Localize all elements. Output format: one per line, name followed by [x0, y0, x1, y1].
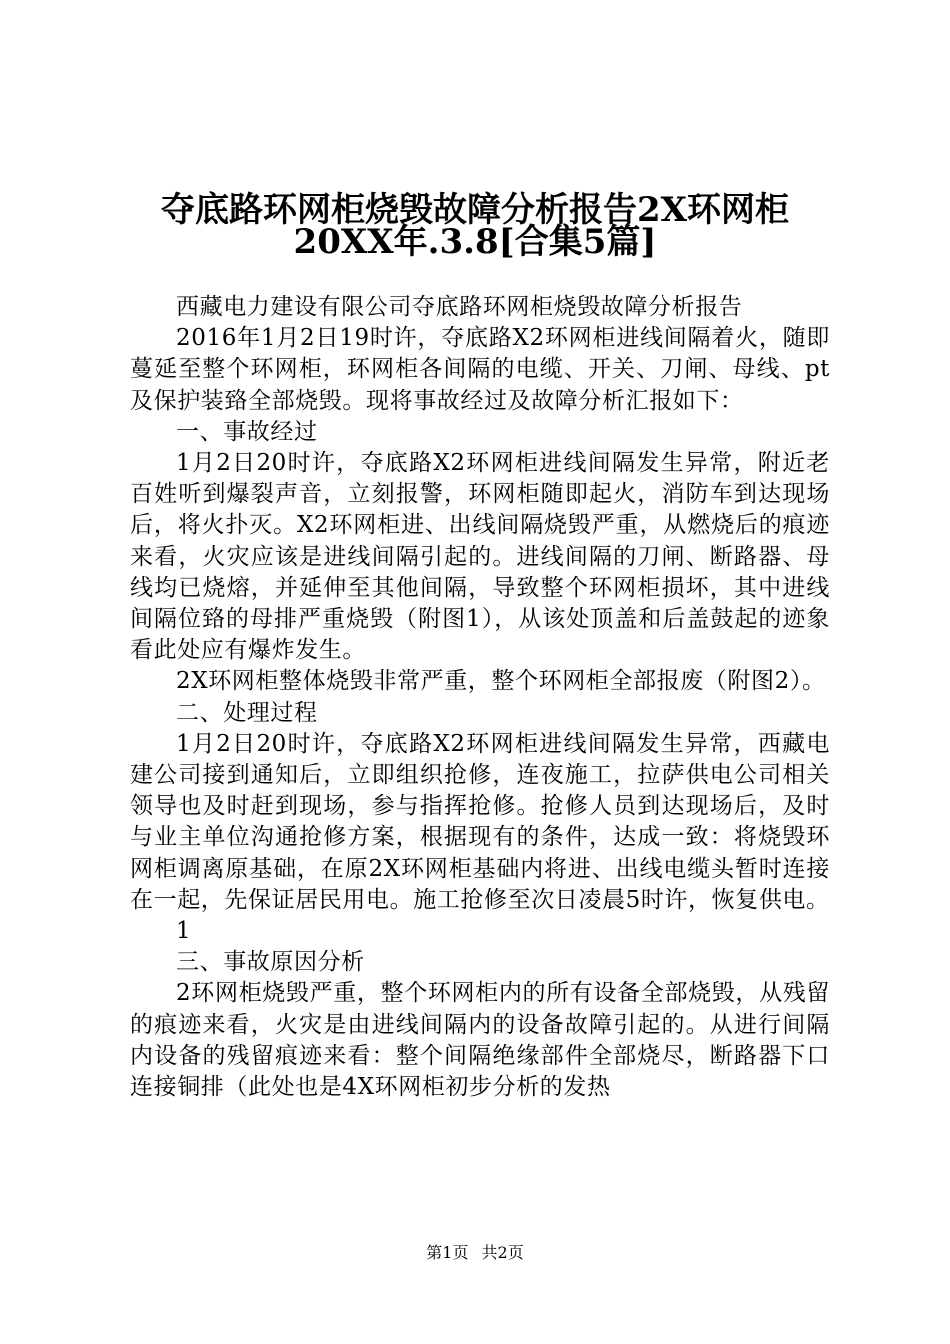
section-heading-cause: 三、事故原因分析 — [176, 949, 365, 976]
section-heading-handling: 二、处理过程 — [176, 699, 318, 726]
document-title-line-2: 20XX年.3.8[合集5篇] — [293, 222, 657, 262]
paragraph-intro: 2016年1月2日19时许，夺底路X2环网柜进线间隔着火，随即蔓延至整个环网柜，环网柜各间隔的电缆、开关、刀闸、母线、pt及保护装臵全部烧毁。现将事故经过及故障分析汇报如下： — [130, 325, 830, 414]
inline-page-number: 1 — [176, 918, 192, 945]
section-heading-incident: 一、事故经过 — [176, 418, 318, 445]
paragraph-handling-details: 1月2日20时许，夺底路X2环网柜进线间隔发生异常，西藏电建公司接到通知后，立即组织抢修，连夜施工，拉萨供电公司相关领导也及时赶到现场，参与指挥抢修。抢修人员到达现场后，及时与业主单位沟通抢修方案，根据现有的条件，达成一致：将烧毁环网柜调离原基础，在原2X环网柜基础内将进、出线电缆头暂时连接在一起，先保证居民用电。施工抢修至次日凌晨5时许，恢复供电。 — [130, 730, 830, 913]
page-footer — [0, 1243, 950, 1263]
footer-page-number: 第1页 — [426, 1243, 469, 1262]
paragraph-incident-damage: 2X环网柜整体烧毁非常严重，整个环网柜全部报废（附图2）。 — [176, 668, 826, 695]
paragraph-company-heading: 西藏电力建设有限公司夺底路环网柜烧毁故障分析报告 — [176, 294, 743, 320]
paragraph-incident-details: 1月2日20时许，夺底路X2环网柜进线间隔发生异常，附近老百姓听到爆裂声音，立刻报警，环网柜随即起火，消防车到达现场后，将火扑灭。X2环网柜进、出线间隔烧毁严重，从燃烧后的痕迹来看，火灾应该是进线间隔引起的。进线间隔的刀闸、断路器、母线均已烧熔，并延伸至其他间隔，导致整个环网柜损坏，其中进线间隔位臵的母排严重烧毁（附图1），从该处顶盖和后盖鼓起的迹象看此处应有爆炸发生。 — [130, 450, 830, 664]
document-body — [130, 292, 830, 1103]
document-title-line-1: 夺底路环网柜烧毁故障分析报告2X环网柜 — [160, 190, 790, 230]
paragraph-cause-analysis: 2环网柜烧毁严重，整个环网柜内的所有设备全部烧毁，从残留的痕迹来看，火灾是由进线间隔内的设备故障引起的。从进行间隔内设备的残留痕迹来看：整个间隔绝缘部件全部烧尽，断路器下口连接铜排（此处也是4X环网柜初步分析的发热 — [130, 980, 830, 1101]
footer-page-total: 共2页 — [481, 1243, 524, 1262]
